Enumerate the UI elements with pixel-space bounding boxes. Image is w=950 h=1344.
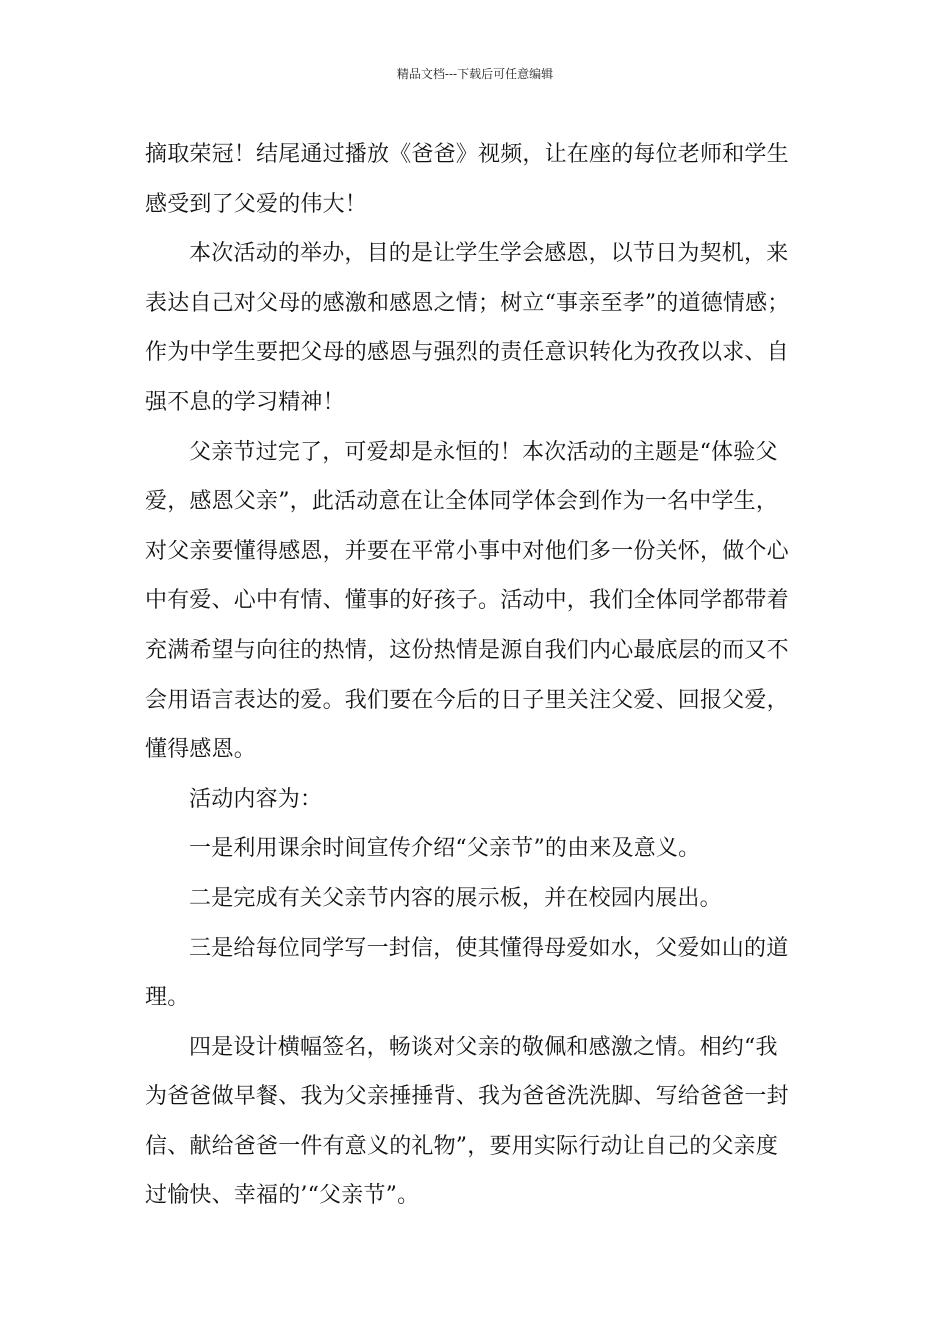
text-line: 充满希望与向往的热情，这份热情是源自我们内心最底层的而又不 — [145, 637, 789, 663]
text-line: 信、献给爸爸一件有意义的礼物”，要用实际行动让自己的父亲度 — [145, 1133, 779, 1159]
text-line: 三是给每位同学写一封信，使其懂得母爱如水，父爱如山的道 — [189, 935, 789, 961]
text-line: 强不息的学习精神！ — [145, 389, 345, 415]
text-line: 父亲节过完了，可爱却是永恒的！本次活动的主题是“体验父 — [189, 439, 778, 465]
text-line: 二是完成有关父亲节内容的展示板，并在校园内展出。 — [189, 885, 722, 911]
document-body — [145, 130, 825, 1221]
text-line: 四是设计横幅签名，畅谈对父亲的敬佩和感激之情。相约“我 — [189, 1034, 778, 1060]
text-line: 懂得感恩。 — [145, 737, 257, 763]
text-line: 活动内容为： — [189, 786, 323, 812]
text-line: 过愉快、幸福的’“父亲节”。 — [145, 1183, 420, 1209]
text-line: 中有爱、心中有情、懂事的好孩子。活动中，我们全体同学都带着 — [145, 588, 789, 614]
text-line: 表达自己对父母的感激和感恩之情；树立“事亲至孝”的道德情感； — [145, 290, 790, 316]
text-line: 摘取荣冠！结尾通过播放《爸爸》视频，让在座的每位老师和学生 — [145, 142, 789, 167]
text-line: 理。 — [145, 985, 190, 1011]
text-line: 作为中学生要把父母的感恩与强烈的责任意识转化为孜孜以求、自 — [145, 340, 789, 366]
page-header: 精品文档---下载后可任意编辑 — [396, 67, 554, 81]
text-line: 会用语言表达的爱。我们要在今后的日子里关注父爱、回报父爱， — [145, 687, 789, 713]
text-line: 爱，感恩父亲”，此活动意在让全体同学体会到作为一名中学生， — [145, 489, 779, 515]
text-line: 本次活动的举办，目的是让学生学会感恩，以节日为契机，来 — [189, 241, 789, 267]
text-line: 一是利用课余时间宣传介绍“父亲节”的由来及意义。 — [189, 836, 701, 862]
text-line: 为爸爸做早餐、我为父亲捶捶背、我为爸爸洗洗脚、写给爸爸一封 — [145, 1084, 789, 1110]
text-line: 对父亲要懂得感恩，并要在平常小事中对他们多一份关怀，做个心 — [145, 538, 789, 564]
text-line: 感受到了父爱的伟大！ — [145, 191, 368, 217]
